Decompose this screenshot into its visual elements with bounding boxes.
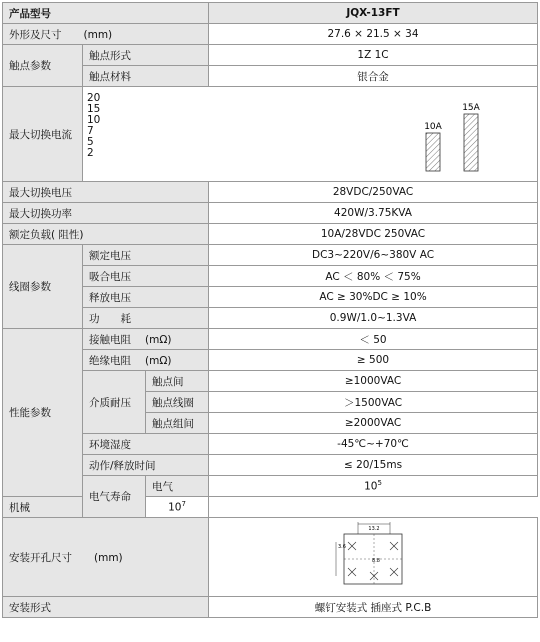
life-mechanical-value xyxy=(146,497,209,518)
dim-center-text: 8.8 xyxy=(372,558,380,564)
life-mechanical-base: 10 xyxy=(168,501,182,514)
dielectric-groups-value: ≥2000VAC xyxy=(209,413,538,434)
dimensions-cell xyxy=(3,24,209,45)
mounting-hole-drawing-cell xyxy=(209,518,538,597)
coil-rated-label: 额定电压 xyxy=(83,245,209,266)
max-voltage-value: 28VDC/250VAC xyxy=(209,182,538,203)
mounting-hole-unit: (mm) xyxy=(94,551,123,564)
coil-pickup-label: 吸合电压 xyxy=(83,266,209,287)
life-electrical-label: 电气 xyxy=(146,476,209,497)
dielectric-coil-value: ＞1500VAC xyxy=(209,392,538,413)
row-contact-resistance xyxy=(3,329,538,350)
row-mounting-hole xyxy=(3,518,538,597)
dielectric-contacts-value: ≥1000VAC xyxy=(209,371,538,392)
chart-y-ticks xyxy=(87,93,100,159)
dielectric-groups-label: 触点组间 xyxy=(146,413,209,434)
performance-label: 性能参数 xyxy=(3,329,83,497)
row-dielectric-contacts xyxy=(3,371,538,392)
operate-release-value: ≤ 20/15ms xyxy=(209,455,538,476)
chart-y-tick: 7 xyxy=(87,125,94,137)
chart-bars-svg xyxy=(343,87,483,181)
row-operate-release xyxy=(3,455,538,476)
row-max-current xyxy=(3,87,538,182)
mounting-type-value: 螺钉安装式 插座式 P.C.B xyxy=(209,597,538,618)
chart-bar xyxy=(464,114,478,171)
dielectric-coil-label: 触点线圈 xyxy=(146,392,209,413)
chart-bar-label: 15A xyxy=(462,103,480,113)
row-insulation xyxy=(3,350,538,371)
header-model: JQX-13FT xyxy=(209,3,538,24)
chart-y-tick: 20 xyxy=(87,92,101,104)
row-coil-release xyxy=(3,287,538,308)
life-label: 电气寿命 xyxy=(83,476,146,518)
row-max-voltage xyxy=(3,182,538,203)
dimensions-label: 外形及尺寸 xyxy=(9,28,62,41)
dimensions-unit: (mm) xyxy=(83,28,113,41)
max-voltage-label: 最大切换电压 xyxy=(3,182,209,203)
contact-label: 触点参数 xyxy=(3,45,83,87)
row-dimensions xyxy=(3,24,538,45)
row-coil-power xyxy=(3,308,538,329)
dim-top-text: 13.2 xyxy=(368,526,380,532)
coil-rated-value: DC3~220V/6~380V AC xyxy=(209,245,538,266)
mounting-hole-label: 安装开孔尺寸 xyxy=(9,551,72,564)
insulation-value: ≥ 500 xyxy=(209,350,538,371)
contact-material-label: 触点材料 xyxy=(83,66,209,87)
contact-form-value: 1Z 1C xyxy=(209,45,538,66)
coil-power-label: 功 耗 xyxy=(83,308,209,329)
row-contact-material xyxy=(3,66,538,87)
row-max-power xyxy=(3,203,538,224)
insulation-cell xyxy=(83,350,209,371)
row-rated-load xyxy=(3,224,538,245)
coil-release-value: AC ≥ 30%DC ≥ 10% xyxy=(209,287,538,308)
dim-side-text: 3.6 xyxy=(338,544,346,550)
life-mechanical-exp: 7 xyxy=(181,500,186,509)
chart-y-tick: 10 xyxy=(87,114,101,126)
life-mechanical-label: 机械 xyxy=(3,497,83,518)
operate-release-label: 动作/释放时间 xyxy=(83,455,209,476)
rated-load-value: 10A/28VDC 250VAC xyxy=(209,224,538,245)
contact-resistance-label: 接触电阻 xyxy=(89,333,131,346)
life-electrical-value xyxy=(209,476,538,497)
spec-table xyxy=(2,2,538,618)
ambient-temp-label: 环境湿度 xyxy=(83,434,209,455)
chart-bar-label: 10A xyxy=(424,122,442,132)
coil-power-value: 0.9W/1.0~1.3VA xyxy=(209,308,538,329)
coil-label: 线圈参数 xyxy=(3,245,83,329)
rated-load-label: 额定负载( 阻性) xyxy=(3,224,209,245)
max-power-label: 最大切换功率 xyxy=(3,203,209,224)
row-ambient-temp xyxy=(3,434,538,455)
chart-y-tick: 15 xyxy=(87,103,101,115)
max-current-label: 最大切换电流 xyxy=(3,87,83,182)
insulation-label: 绝缘电阻 xyxy=(89,354,131,367)
coil-release-label: 释放电压 xyxy=(83,287,209,308)
chart-bar xyxy=(426,133,440,171)
contact-resistance-unit: (mΩ) xyxy=(145,333,172,346)
row-mounting-type xyxy=(3,597,538,618)
contact-resistance-cell xyxy=(83,329,209,350)
contact-form-label: 触点形式 xyxy=(83,45,209,66)
max-power-value: 420W/3.75KVA xyxy=(209,203,538,224)
row-coil-rated xyxy=(3,245,538,266)
dielectric-contacts-label: 触点间 xyxy=(146,371,209,392)
row-life-electrical xyxy=(3,476,538,497)
chart-y-tick: 5 xyxy=(87,136,94,148)
insulation-unit: (mΩ) xyxy=(145,354,172,367)
life-electrical-base: 10 xyxy=(364,480,378,493)
dimensions-value: 27.6 × 21.5 × 34 xyxy=(209,24,538,45)
header-label: 产品型号 xyxy=(3,3,209,24)
mounting-type-label: 安装形式 xyxy=(3,597,209,618)
chart-y-tick: 2 xyxy=(87,147,94,159)
row-contact-form xyxy=(3,45,538,66)
max-current-chart xyxy=(83,87,537,181)
contact-material-value: 银合金 xyxy=(209,66,538,87)
max-current-chart-cell xyxy=(83,87,538,182)
ambient-temp-value: -45℃~+70℃ xyxy=(209,434,538,455)
life-electrical-exp: 5 xyxy=(377,479,382,488)
header-row xyxy=(3,3,538,24)
dielectric-label: 介质耐压 xyxy=(83,371,146,434)
mounting-hole-drawing xyxy=(328,520,418,594)
row-coil-pickup xyxy=(3,266,538,287)
coil-pickup-value: AC ＜ 80% ＜ 75% xyxy=(209,266,538,287)
mounting-hole-cell xyxy=(3,518,209,597)
contact-resistance-value: ＜ 50 xyxy=(209,329,538,350)
